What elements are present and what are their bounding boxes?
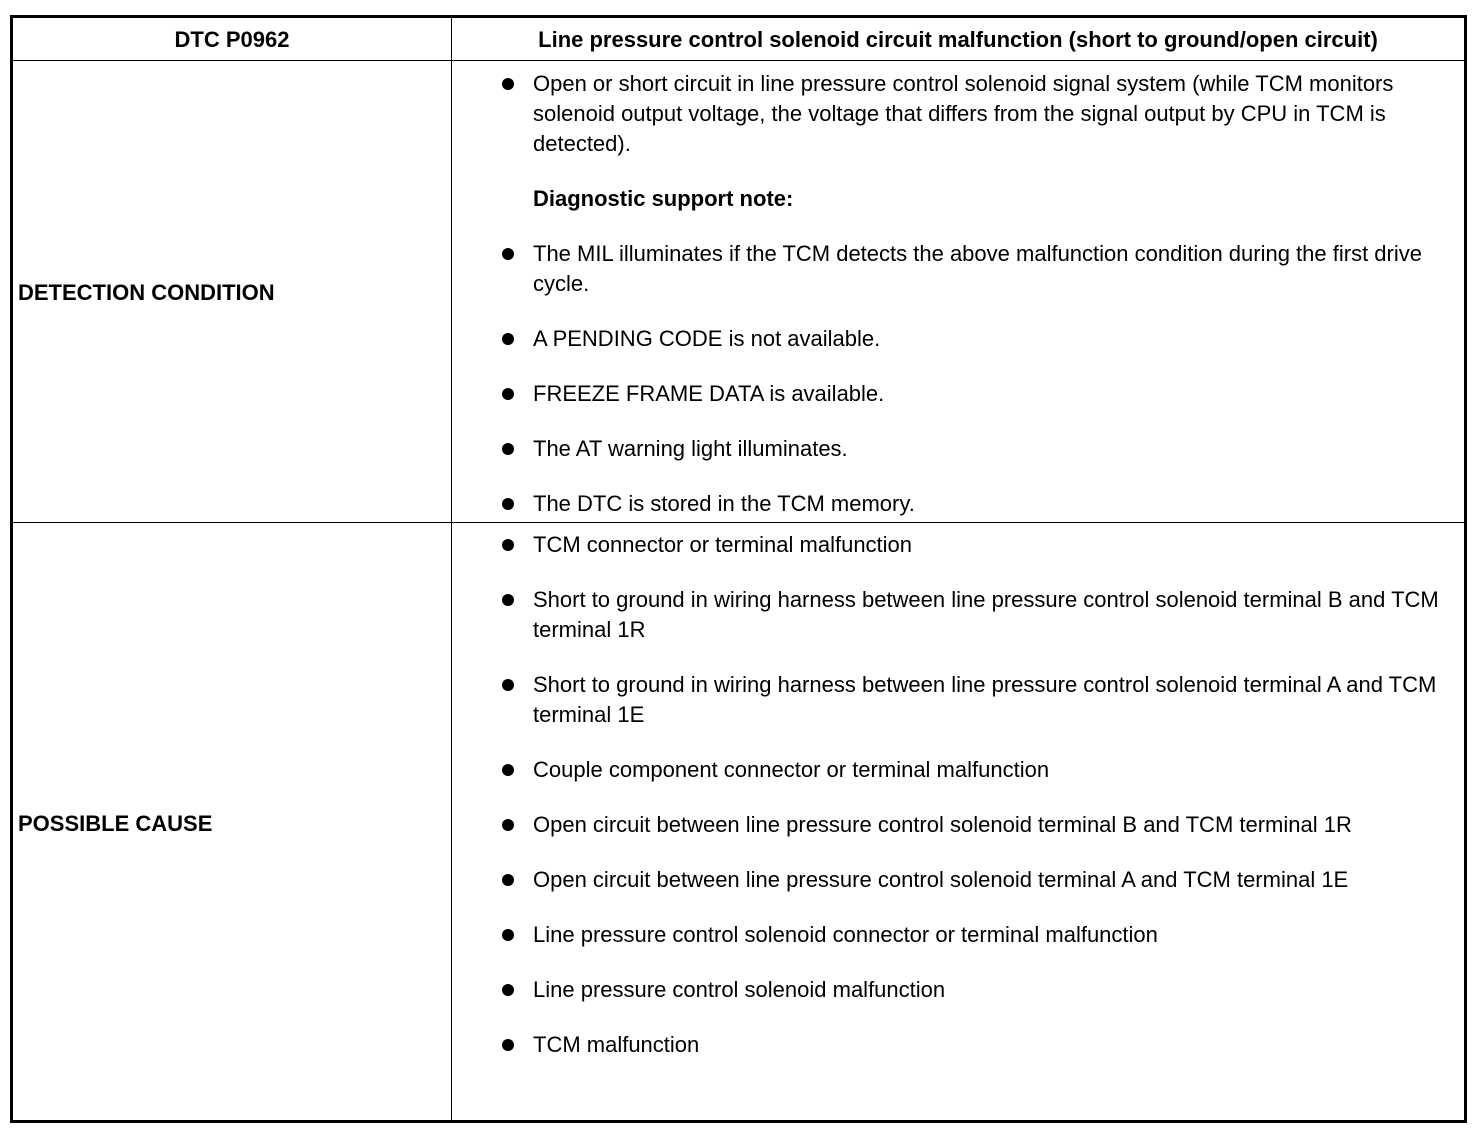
list-item-text: Couple component connector or terminal malfunction [533, 757, 1050, 782]
detection-content-cell [452, 61, 1464, 522]
list-item [492, 434, 1444, 464]
header-code-cell [13, 18, 451, 60]
list-item-text: Short to ground in wiring harness between line pressure control solenoid terminal B and TCM terminal 1R [533, 587, 1439, 642]
possible-cause-row [13, 523, 1464, 1120]
bullet-icon [502, 764, 514, 776]
list-item-text: A PENDING CODE is not available. [533, 326, 881, 351]
list-item-text: Open or short circuit in line pressure control solenoid signal system (while TCM monitors solenoid output voltage, the voltage that differs from the signal output by CPU in TCM is detected). [533, 71, 1394, 156]
bullet-icon [502, 929, 514, 941]
list-item [492, 530, 1444, 560]
bullet-icon [502, 333, 514, 345]
list-item [492, 489, 1444, 519]
list-item [492, 69, 1444, 159]
table-header-row [13, 18, 1464, 61]
list-item [492, 585, 1444, 645]
cause-label-cell [13, 523, 451, 1120]
bullet-icon [502, 819, 514, 831]
detection-condition-row [13, 61, 1464, 523]
list-item [492, 920, 1444, 950]
list-item-text: Short to ground in wiring harness between line pressure control solenoid terminal A and TCM terminal 1E [533, 672, 1437, 727]
bullet-icon [502, 388, 514, 400]
detection-condition-label: DETECTION CONDITION [18, 280, 275, 305]
header-title-cell [452, 18, 1464, 60]
detection-label-cell [13, 61, 451, 522]
list-item-text: TCM malfunction [533, 1032, 700, 1057]
list-item-text: The MIL illuminates if the TCM detects the above malfunction condition during the first drive cycle. [533, 241, 1422, 296]
list-item [492, 379, 1444, 409]
list-item [492, 755, 1444, 785]
list-item-text: The DTC is stored in the TCM memory. [533, 491, 915, 516]
bullet-icon [502, 248, 514, 260]
list-item-text: Open circuit between line pressure control solenoid terminal A and TCM terminal 1E [533, 867, 1349, 892]
bullet-icon [502, 874, 514, 886]
dtc-code: DTC P0962 [174, 27, 290, 52]
bullet-icon [502, 539, 514, 551]
bullet-icon [502, 498, 514, 510]
bullet-icon [502, 78, 514, 90]
cause-list [492, 530, 1444, 1085]
list-item [492, 324, 1444, 354]
bullet-icon [502, 1039, 514, 1051]
list-item-text: Line pressure control solenoid connector or terminal malfunction [533, 922, 1158, 947]
list-item [492, 865, 1444, 895]
list-item [492, 670, 1444, 730]
list-item-text: Open circuit between line pressure control solenoid terminal B and TCM terminal 1R [533, 812, 1352, 837]
list-item-text: The AT warning light illuminates. [533, 436, 848, 461]
cause-content-cell [452, 523, 1464, 1120]
diagnostic-support-note: Diagnostic support note: [533, 186, 794, 211]
bullet-icon [502, 984, 514, 996]
dtc-table [10, 15, 1467, 1123]
list-item [492, 1030, 1444, 1060]
bullet-icon [502, 679, 514, 691]
list-item [492, 975, 1444, 1005]
list-item [492, 239, 1444, 299]
bullet-icon [502, 594, 514, 606]
detection-list [492, 69, 1444, 544]
dtc-title: Line pressure control solenoid circuit malfunction (short to ground/open circuit) [538, 27, 1378, 52]
list-item-text: Line pressure control solenoid malfunction [533, 977, 946, 1002]
possible-cause-label: POSSIBLE CAUSE [18, 811, 213, 836]
list-item-text: FREEZE FRAME DATA is available. [533, 381, 885, 406]
bullet-icon [502, 443, 514, 455]
list-item [492, 810, 1444, 840]
list-item-text: TCM connector or terminal malfunction [533, 532, 913, 557]
